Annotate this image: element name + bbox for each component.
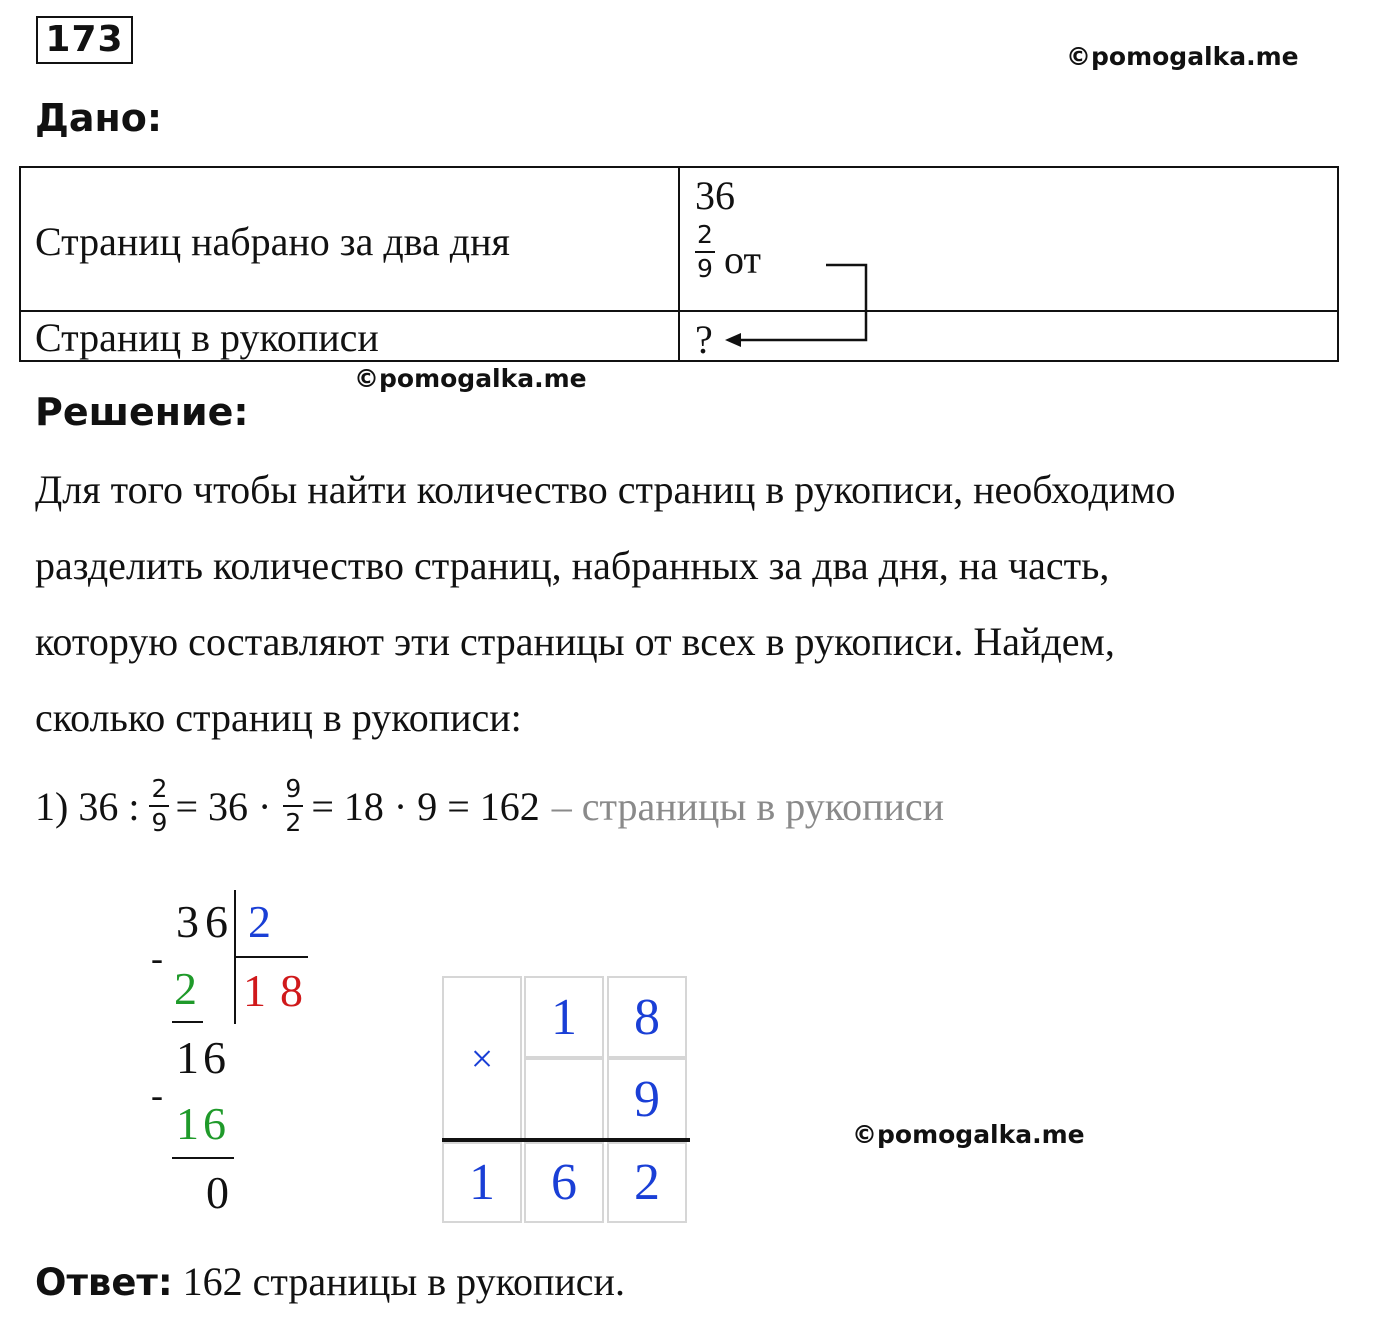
subtrahend-1: 2 — [174, 963, 197, 1014]
equation-prefix: 1) 36 : — [35, 783, 140, 829]
row1-fraction-numerator: 2 — [697, 220, 713, 249]
quotient-digit: 8 — [280, 965, 303, 1016]
watermark-bottom: ©pomogalka.me — [852, 1120, 1085, 1149]
row1-fraction-denominator: 9 — [697, 254, 713, 283]
subtraction-line — [172, 1157, 234, 1159]
divisor: 2 — [248, 896, 271, 947]
product-digit: 2 — [607, 1142, 687, 1223]
minus-sign: - — [151, 938, 163, 978]
multiplicand-digit: 8 — [607, 976, 687, 1058]
multiplier-digit: 9 — [607, 1058, 687, 1140]
answer-text: 162 страницы в рукописи. — [172, 1259, 625, 1304]
remainder-1: 16 — [176, 1032, 230, 1083]
quotient-digit: 1 — [243, 965, 266, 1016]
equation-comment: – страницы в рукописи — [551, 783, 945, 829]
dividend-digit: 3 — [176, 896, 199, 947]
product-digit: 6 — [524, 1142, 604, 1223]
paragraph-line: сколько страниц в рукописи: — [35, 695, 522, 740]
given-heading: Дано: — [35, 96, 163, 140]
row1-value: 36 — [695, 173, 735, 218]
empty-cell — [524, 1058, 604, 1140]
subtraction-line — [172, 1021, 203, 1023]
fraction-bar — [695, 251, 715, 253]
long-division — [0, 0, 400, 1230]
multiply-sign: × — [442, 976, 522, 1140]
watermark-middle: ©pomogalka.me — [354, 364, 587, 393]
paragraph-line: которую составляют эти страницы от всех в рукописи. Найдем, — [35, 619, 1115, 664]
fraction-numerator: 9 — [285, 774, 302, 803]
paragraph-line: разделить количество страниц, набранных за два дня, на часть, — [35, 543, 1110, 588]
multiplicand-digit: 1 — [524, 976, 604, 1058]
fraction-numerator: 2 — [151, 774, 168, 803]
watermark-top: ©pomogalka.me — [1066, 42, 1299, 71]
row2-value: ? — [695, 317, 713, 362]
problem-number: 173 — [36, 16, 133, 64]
answer-label: Ответ: — [35, 1261, 173, 1304]
fraction-denominator: 2 — [285, 808, 302, 837]
division-bracket-horizontal — [234, 956, 308, 958]
product-digit: 1 — [442, 1142, 522, 1223]
final-remainder: 0 — [206, 1167, 229, 1218]
solution-heading: Решение: — [35, 390, 249, 434]
fraction-denominator: 9 — [151, 808, 168, 837]
subtrahend-2: 16 — [176, 1098, 230, 1149]
equation-rest: = 18 · 9 = 162 — [311, 783, 540, 829]
table-divider-vertical — [678, 168, 680, 360]
row2-label: Страниц в рукописи — [35, 315, 379, 360]
row1-suffix: от — [724, 237, 761, 282]
dividend-digit: 6 — [205, 896, 228, 947]
paragraph-line: Для того чтобы найти количество страниц в рукописи, необходимо — [35, 467, 1176, 512]
answer — [35, 1258, 625, 1305]
equation-mid: = 36 · — [175, 783, 272, 829]
relation-arrow — [711, 258, 881, 348]
row1-label: Страниц набрано за два дня — [35, 219, 510, 264]
minus-sign: - — [151, 1075, 163, 1115]
multiplication-grid — [442, 976, 690, 1223]
